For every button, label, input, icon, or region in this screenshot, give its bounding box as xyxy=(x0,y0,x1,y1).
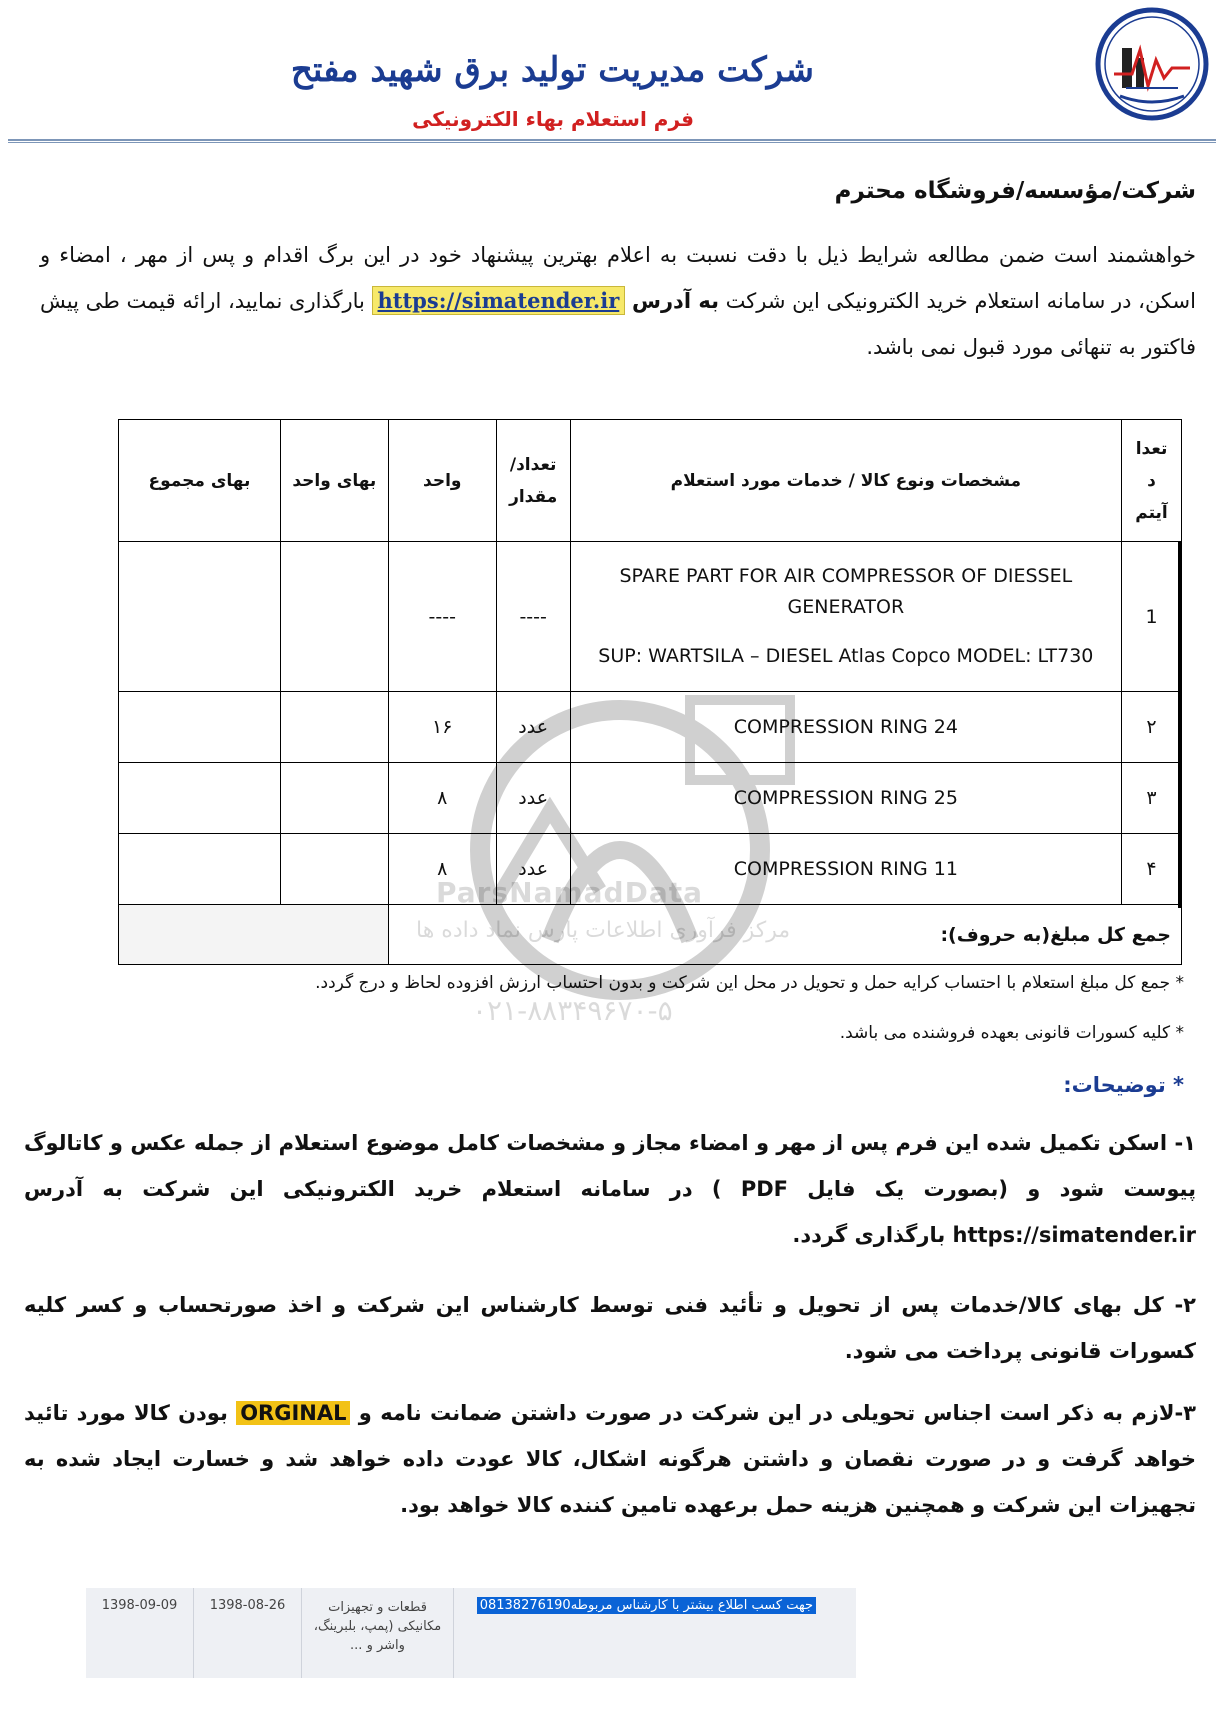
row-description: COMPRESSION RING 11 xyxy=(570,834,1121,905)
intro-text-1: خواهشمند است ضمن مطالعه شرایط ذیل با دقت نسبت به اعلام بهترین پیشنهاد خود در این برگ اقدام و پس از مهر ، امضاء و اسکن، در سامانه استعلام خرید الکترونیکی این شرکت xyxy=(40,243,1196,313)
intro-at-address: به آدرس xyxy=(631,289,719,313)
table-row xyxy=(119,834,1182,905)
row-unit-price[interactable] xyxy=(280,542,388,692)
explanations-heading: * توضیحات: xyxy=(1063,1073,1184,1097)
document-header xyxy=(0,0,1224,150)
row-number: ۲ xyxy=(1122,692,1182,763)
row-total[interactable] xyxy=(119,763,281,834)
row-unit: ۸ xyxy=(388,834,496,905)
row-description: SPARE PART FOR AIR COMPRESSOR OF DIESSEL GENERATOR SUP: WARTSILA – DIESEL Atlas Copco MODEL: LT730 xyxy=(570,542,1121,692)
row-number: ۴ xyxy=(1122,834,1182,905)
category: قطعات و تجهیزات مکانیکی (پمپ، بلبرینگ، واشر و ... xyxy=(302,1588,454,1678)
total-amount-label: جمع کل مبلغ(به حروف): xyxy=(388,905,1181,965)
salutation: شرکت/مؤسسه/فروشگاه محترم xyxy=(834,178,1196,204)
row-unit-price[interactable] xyxy=(280,692,388,763)
header-divider xyxy=(8,139,1216,143)
row-total[interactable] xyxy=(119,692,281,763)
simatender-link-2[interactable]: https://simatender.ir xyxy=(952,1223,1196,1247)
pdf-label: PDF xyxy=(740,1177,788,1201)
table-header-row xyxy=(119,420,1182,542)
inquiry-items-table xyxy=(118,419,1182,965)
row-unit-price[interactable] xyxy=(280,763,388,834)
power-plant-logo-icon xyxy=(1092,4,1212,124)
watermark-phone: ۰۲۱-۸۸۳۴۹۶۷۰-۵ xyxy=(472,994,673,1027)
explanation-3: ۳-لازم به ذکر است اجناس تحویلی در این شرکت در صورت داشتن ضمانت نامه و ORGINAL بودن کالا مورد تائید خواهد گرفت و در صورت نقصان و داشتن هرگونه اشکال، کالا عودت داده خواهد شد و خسارت ایجاد شده به تجهیزات این شرکت و همچنین هزینه حمل برعهده تامین کننده کالا خواهد بود. xyxy=(24,1401,1196,1517)
row-description: COMPRESSION RING 24 xyxy=(570,692,1121,763)
tender-info-strip xyxy=(86,1588,856,1678)
row-total[interactable] xyxy=(119,834,281,905)
row-quantity: عدد xyxy=(496,692,570,763)
contact-info[interactable] xyxy=(454,1588,856,1678)
contact-text[interactable]: جهت کسب اطلاع بیشتر با کارشناس مربوطه08138276190 xyxy=(477,1597,816,1614)
header-total-price: بهای مجموع xyxy=(119,420,281,542)
row-total[interactable] xyxy=(119,542,281,692)
table-row xyxy=(119,692,1182,763)
header-quantity: تعداد/ مقدار xyxy=(496,420,570,542)
row-quantity: ---- xyxy=(496,542,570,692)
intro-text-2: بارگذاری نمایید، ارائه قیمت طی پیش فاکتور به تنهائی مورد قبول نمی باشد. xyxy=(40,289,1196,359)
end-date: 1398-09-09 xyxy=(86,1588,194,1678)
header-item-count: تعدا د آیتم xyxy=(1122,420,1182,542)
note-shipping: * جمع کل مبلغ استعلام با احتساب کرایه حمل و تحویل در محل این شرکت و بدون احتساب ارزش افزوده لحاظ و درج گردد. xyxy=(315,973,1184,993)
row-quantity: عدد xyxy=(496,763,570,834)
note-deductions: * کلیه کسورات قانونی بعهده فروشنده می باشد. xyxy=(839,1023,1184,1043)
watermark-brand: ParsNamadData xyxy=(436,876,703,909)
simatender-link[interactable]: https://simatender.ir xyxy=(372,286,626,315)
row-unit: ۱۶ xyxy=(388,692,496,763)
row-number: ۳ xyxy=(1122,763,1182,834)
row-unit: ---- xyxy=(388,542,496,692)
watermark-tagline: مرکز فرآوری اطلاعات پارس نماد داده ها xyxy=(416,918,791,943)
total-amount-field[interactable] xyxy=(119,905,389,965)
row-unit: ۸ xyxy=(388,763,496,834)
header-unit: واحد xyxy=(388,420,496,542)
company-title: شرکت مدیریت تولید برق شهید مفتح xyxy=(290,50,814,90)
explanation-1: ۱- اسکن تکمیل شده این فرم پس از مهر و امضاء مجاز و مشخصات کامل موضوع استعلام از جمله عکس و کاتالوگ پیوست شود و (بصورت یک فایل PDF ) در سامانه استعلام خرید الکترونیکی این شرکت به آدرس https://simatender.ir بارگذاری گردد. xyxy=(24,1131,1196,1247)
header-unit-price: بهای واحد xyxy=(280,420,388,542)
intro-paragraph xyxy=(40,232,1196,370)
table-row xyxy=(119,542,1182,692)
row-number: 1 xyxy=(1122,542,1182,692)
explanation-2: ۲- کل بهای کالا/خدمات پس از تحویل و تأئید فنی توسط کارشناس این شرکت و اخذ صورتحساب و کسر کلیه کسورات قانونی پرداخت می شود. xyxy=(24,1293,1196,1363)
row-quantity: عدد xyxy=(496,834,570,905)
table-total-row xyxy=(119,905,1182,965)
row-unit-price[interactable] xyxy=(280,834,388,905)
table-edge-accent xyxy=(1178,542,1182,908)
start-date: 1398-08-26 xyxy=(194,1588,302,1678)
header-description: مشخصات ونوع کالا / خدمات مورد استعلام xyxy=(570,420,1121,542)
form-subtitle: فرم استعلام بهاء الکترونیکی xyxy=(412,107,694,131)
original-highlight: ORGINAL xyxy=(236,1401,350,1425)
row-description: COMPRESSION RING 25 xyxy=(570,763,1121,834)
table-row xyxy=(119,763,1182,834)
